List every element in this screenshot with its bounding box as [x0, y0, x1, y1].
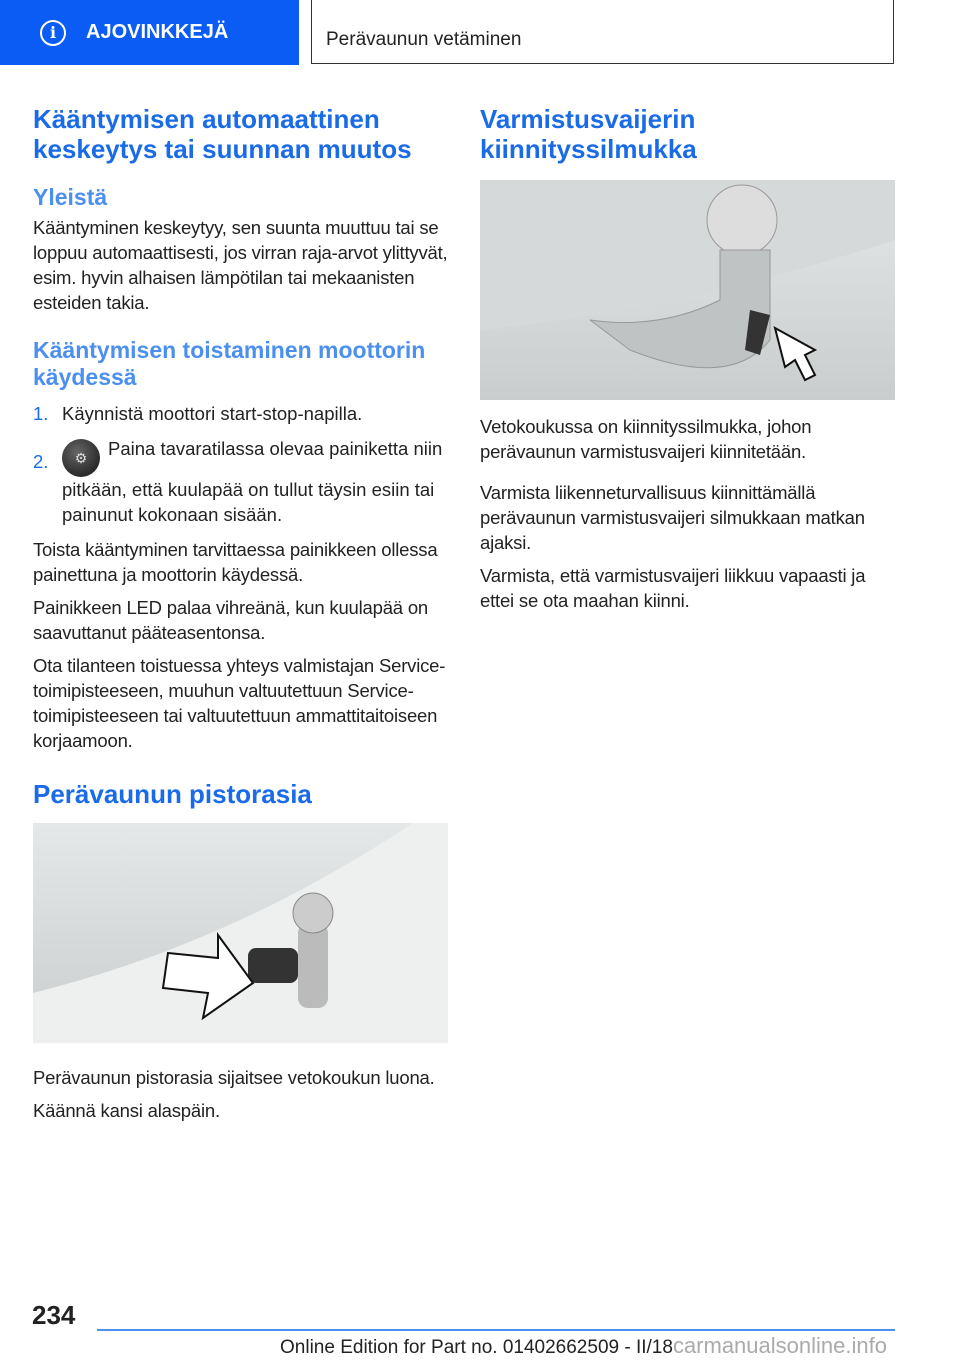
watermark: carmanualsonline.info [672, 1333, 887, 1358]
heading-eyelet: Varmistusvaijerin kiinnityssilmukka [480, 104, 697, 164]
tow-hitch-illustration [33, 823, 448, 1043]
step-text: Käynnistä moottori start-stop-napilla. [62, 403, 363, 424]
right-column [480, 104, 895, 621]
info-icon: i [40, 20, 66, 46]
breadcrumb-text: Perävaunun vetäminen [326, 29, 522, 50]
section-label: AJOVINKKEJÄ [86, 21, 229, 43]
step-text: Paina tavaratilassa olevaa painiketta niin pitkään, että kuulapää on tullut täysin esiin tai painunut kokonaan sisään. [62, 438, 443, 525]
heading-repeat: Kääntymisen toistaminen moottorin käydessä [33, 337, 426, 390]
heading-auto-stop: Kääntymisen automaattinen keskeytys tai suunnan muutos [33, 104, 412, 164]
paragraph: Varmista liikenneturvallisuus kiinnittämällä perävaunun varmistusvaijeri silmukkaan matkan ajaksi. [480, 482, 865, 553]
tow-hitch-button-icon: ⚙ [62, 439, 100, 477]
list-item [33, 401, 448, 426]
footer-edition [280, 1333, 887, 1359]
step-number: 1. [33, 403, 49, 424]
paragraph: Painikkeen LED palaa vihreänä, kun kuulapää on saavuttanut pääteasentonsa. [33, 597, 428, 643]
heading-general: Yleistä [33, 184, 108, 210]
left-column [33, 104, 448, 1131]
step-number: 2. [33, 451, 49, 472]
breadcrumb [311, 0, 894, 64]
edition-text: Online Edition for Part no. 01402662509 - II/18 [280, 1337, 673, 1358]
heading-socket: Perävaunun pistorasia [33, 779, 312, 809]
trailer-socket-image [33, 823, 448, 1043]
paragraph: Perävaunun pistorasia sijaitsee vetokoukun luona. [33, 1067, 435, 1088]
paragraph: Varmista, että varmistusvaijeri liikkuu vapaasti ja ettei se ota maahan kiinni. [480, 565, 866, 611]
eyelet-illustration [480, 180, 895, 400]
paragraph: Toista kääntyminen tarvittaessa painikkeen ollessa painettuna ja moottorin käydessä. [33, 539, 438, 585]
page-number: 234 [32, 1300, 76, 1330]
paragraph: Ota tilanteen toistuessa yhteys valmistajan Service-toimipisteeseen, muuhun valtuutettuun Service-toimipisteeseen tai valtuutettuun ammattitaitoiseen korjaamoon. [33, 655, 446, 751]
list-item [33, 436, 448, 527]
paragraph: Käännä kansi alaspäin. [33, 1100, 220, 1121]
paragraph: Vetokoukussa on kiinnityssilmukka, johon perävaunun varmistusvaijeri kiinnitetään. [480, 416, 812, 462]
safety-eyelet-image [480, 180, 895, 400]
paragraph: Kääntyminen keskeytyy, sen suunta muuttuu tai se loppuu automaattisesti, jos virran raja-arvot ylittyvät, esim. hyvin alhaisen lämpötilan tai mekaanisten esteiden takia. [33, 217, 448, 313]
section-tab[interactable] [0, 0, 299, 65]
footer-divider [97, 1329, 895, 1331]
